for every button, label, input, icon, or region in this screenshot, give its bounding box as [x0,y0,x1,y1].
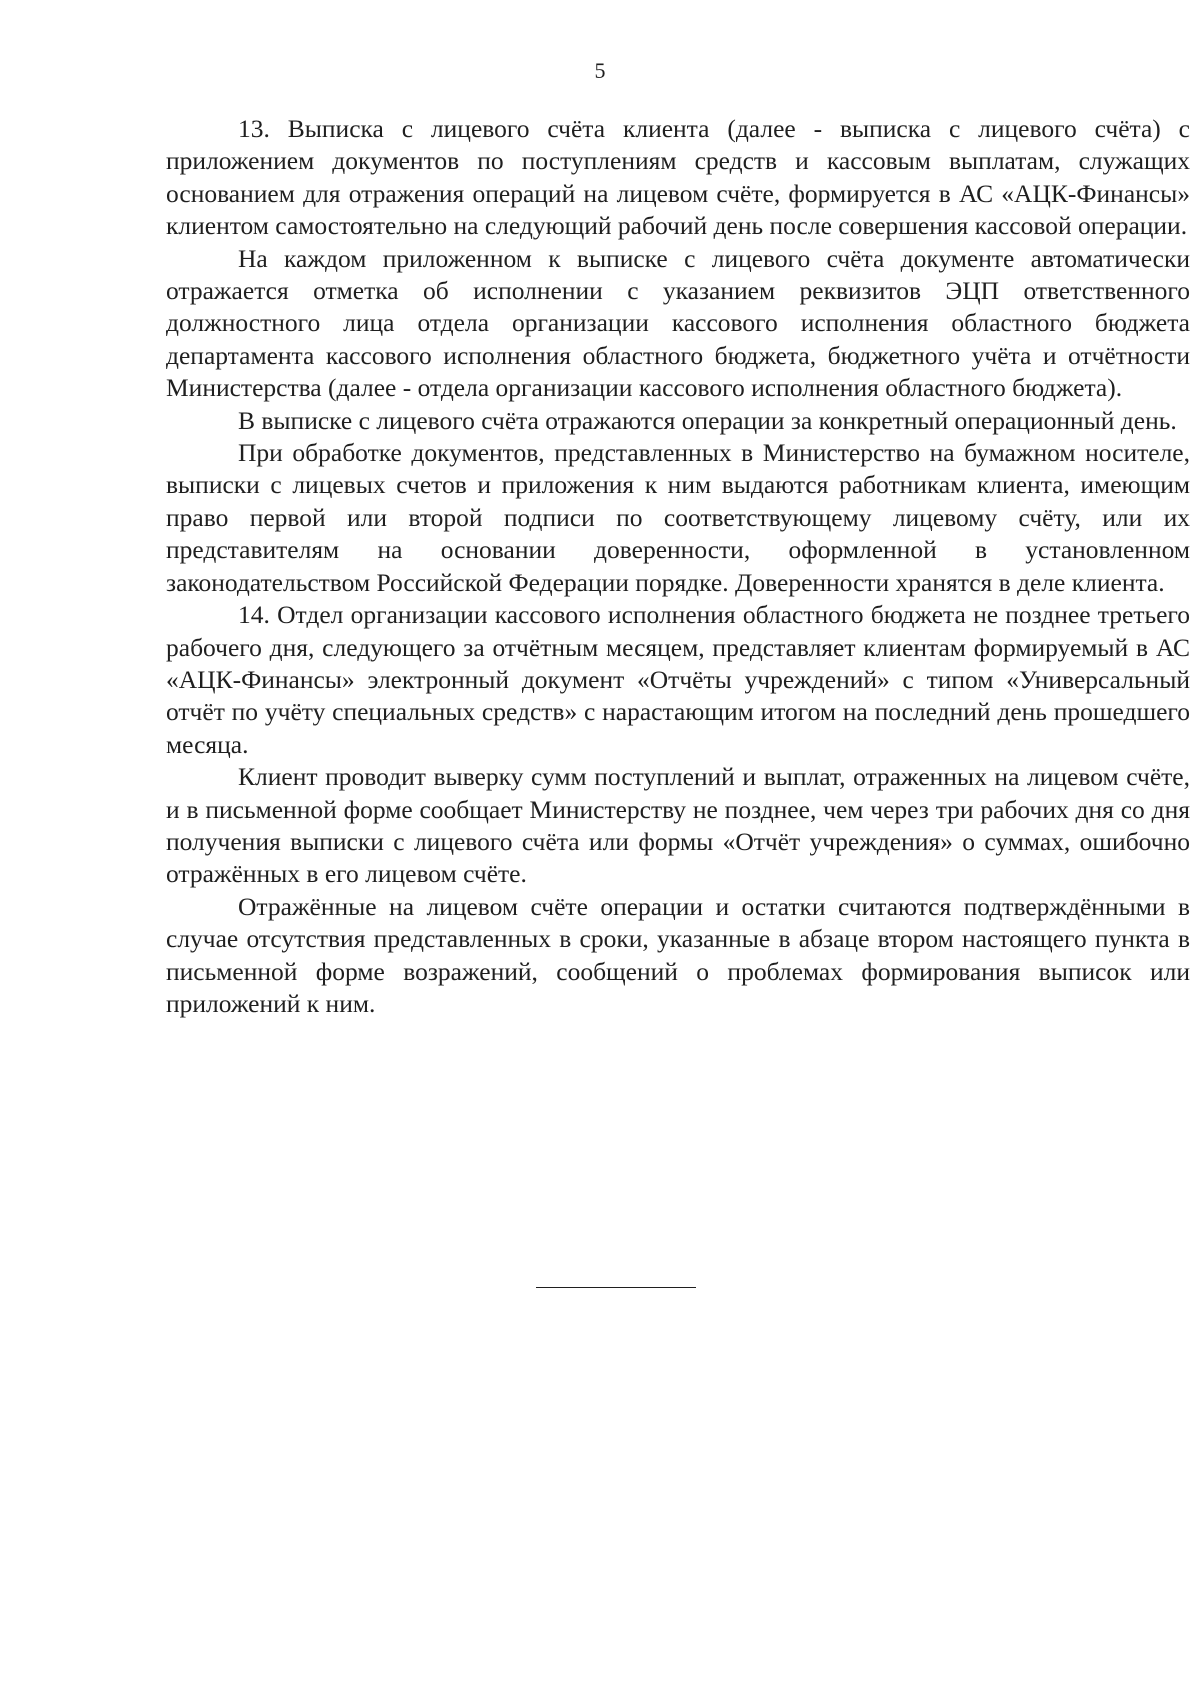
end-of-text-divider [536,1287,696,1288]
paragraph-13-statement: 13. Выписка с лицевого счёта клиента (далее - выписка с лицевого счёта) с приложением документов по поступлениям средств и кассовым выплатам, служащих основанием для отражения операций на лицевом счёте, формируется в АС «АЦК-Финансы» клиентом самостоятельно на следующий рабочий день после совершения кассовой операции. [166,114,1190,241]
paragraph-execution-mark: На каждом приложенном к выписке с лицевого счёта документе автоматически отражается отметка об исполнении с указанием реквизитов ЭЦП ответственного должностного лица отдела организации кассового исполнения областного бюджета департамента кассового исполнения областного бюджета, бюджетного учёта и отчётности Министерства (далее - отдела организации кассового исполнения областного бюджета). [166,243,1190,403]
page-number: 5 [594,58,606,83]
paragraph-14-reports: 14. Отдел организации кассового исполнения областного бюджета не позднее третьего рабочего дня, следующего за отчётным месяцем, представляет клиентам формируемый в АС «АЦК-Финансы» электронный документ «Отчёты учреждений» с типом «Универсальный отчёт по учёту специальных средств» с нарастающим итогом на последний день прошедшего месяца. [166,600,1190,759]
paragraph-client-reconciliation: Клиент проводит выверку сумм поступлений и выплат, отраженных на лицевом счёте, и в письменной форме сообщает Министерству не позднее, чем через три рабочих дня со дня получения выписки с лицевого счёта или формы «Отчёт учреждения» о суммах, ошибочно отражённых в его лицевом счёте. [166,762,1190,889]
paragraph-confirmed-operations: Отражённые на лицевом счёте операции и остатки считаются подтверждёнными в случае отсутствия представленных в сроки, указанные в абзаце втором настоящего пункта в письменной форме возражений, сообщений о проблемах формирования выписок или приложений к ним. [166,891,1190,1018]
paragraph-paper-documents: При обработке документов, представленных в Министерство на бумажном носителе, выписки с лицевых счетов и приложения к ним выдаются работникам клиента, имеющим право первой или второй подписи по соответствующему лицевому счёту, или их представителям на основании доверенности, оформленной в установленном законодательством Российской Федерации порядке. Доверенности хранятся в деле клиента. [166,438,1190,597]
paragraph-operational-day: В выписке с лицевого счёта отражаются операции за конкретный операционный день. [238,405,1177,435]
document-body [166,113,1190,1020]
